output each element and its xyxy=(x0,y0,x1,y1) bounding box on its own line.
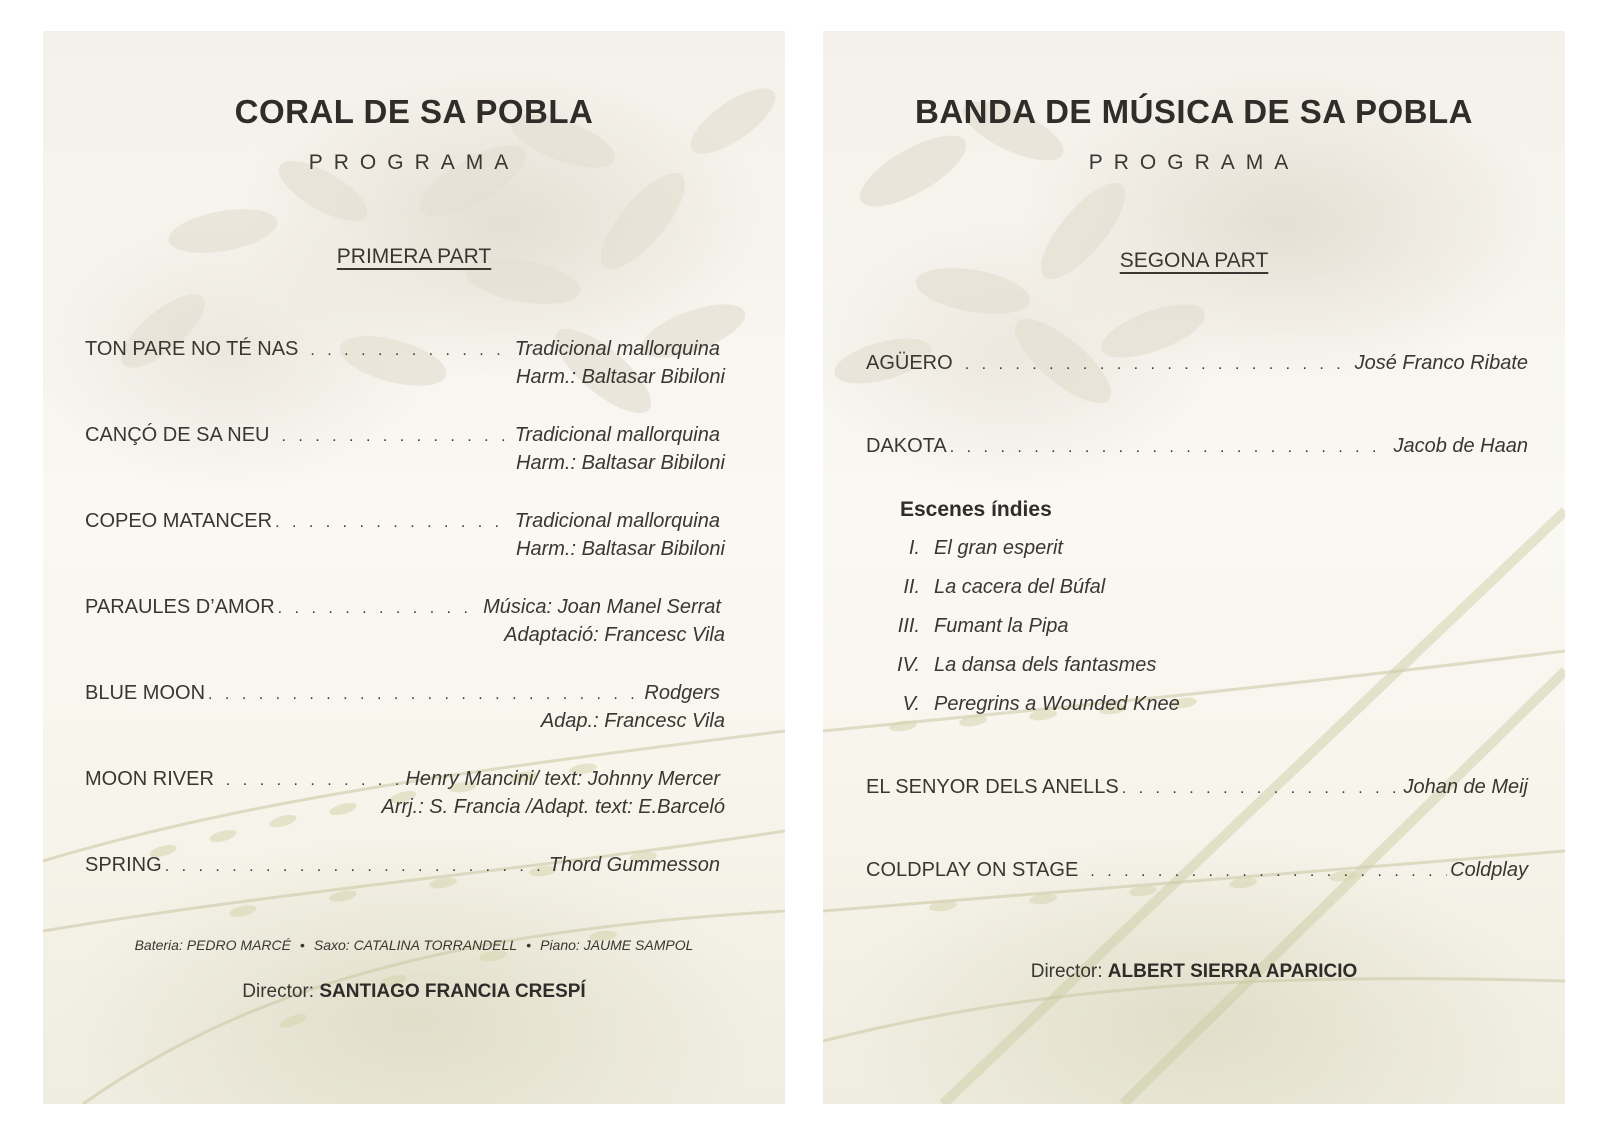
program-item xyxy=(85,336,725,390)
piece-author: Henry Mancini/ text: Johnny Mercer xyxy=(405,768,720,790)
piece-author: Jacob de Haan xyxy=(1393,435,1528,457)
piece-title: MOON RIVER xyxy=(85,768,214,790)
program-item xyxy=(866,857,1528,885)
director-label: Director: xyxy=(1030,961,1103,982)
credit-drums: Bateria: PEDRO MARCÉ xyxy=(134,937,291,953)
program-item xyxy=(85,422,725,476)
program-item xyxy=(85,508,725,562)
piece-title: EL SENYOR DELS ANELLS xyxy=(866,776,1119,798)
program-item xyxy=(866,350,1528,378)
director-name: SANTIAGO FRANCIA CRESPÍ xyxy=(319,981,586,1002)
credit-sax: Saxo: CATALINA TORRANDELL xyxy=(313,937,518,953)
scene-item: V. Peregrins a Wounded Knee xyxy=(902,693,1180,715)
piece-author: Rodgers xyxy=(644,682,720,704)
piece-detail: Adap.: Francesc Vila xyxy=(540,710,725,732)
scene-item: I. El gran esperit xyxy=(908,537,1063,559)
piece-author: Johan de Meij xyxy=(1403,776,1528,798)
piece-title: DAKOTA xyxy=(866,435,947,457)
piece-title: SPRING xyxy=(85,854,162,876)
scene-item: III. Fumant la Pipa xyxy=(897,615,1069,637)
piece-title: AGÜERO xyxy=(866,352,953,374)
piece-author: Música: Joan Manel Serrat xyxy=(483,596,721,618)
piece-author: Tradicional mallorquina xyxy=(514,338,720,360)
piece-detail: Harm.: Baltasar Bibiloni xyxy=(516,452,725,474)
page-subtitle: PROGRAMA xyxy=(1088,151,1300,174)
right-program-page xyxy=(823,31,1565,1104)
piece-title: CANÇÓ DE SA NEU xyxy=(85,424,270,446)
program-item xyxy=(866,774,1528,802)
piece-detail: Harm.: Baltasar Bibiloni xyxy=(516,538,725,560)
page-title: CORAL DE SA POBLA xyxy=(234,93,594,130)
scene-item: II. La cacera del Búfal xyxy=(903,576,1106,598)
piece-title: COPEO MATANCER xyxy=(85,510,273,532)
piece-author: José Franco Ribate xyxy=(1354,352,1528,374)
piece-author: Tradicional mallorquina xyxy=(514,424,720,446)
program-item xyxy=(85,766,725,820)
left-program-page xyxy=(43,31,785,1104)
piece-title: COLDPLAY ON STAGE xyxy=(866,859,1079,881)
piece-author: Coldplay xyxy=(1450,859,1528,881)
part-heading: SEGONA PART xyxy=(1119,249,1269,272)
piece-author: Thord Gummesson xyxy=(548,854,720,876)
director-line xyxy=(43,981,785,1003)
piece-title: TON PARE NO TÉ NAS xyxy=(85,338,299,360)
piece-title: BLUE MOON xyxy=(85,682,206,704)
piece-detail: Arrj.: S. Francia /Adapt. text: E.Barceló xyxy=(381,796,725,818)
scene-item: IV. La dansa dels fantasmes xyxy=(897,654,1157,676)
piece-detail: Adaptació: Francesc Vila xyxy=(504,624,725,646)
director-line xyxy=(823,961,1565,983)
scenes-heading: Escenes índies xyxy=(900,498,1052,521)
page-subtitle: PROGRAMA xyxy=(308,151,520,174)
program-item xyxy=(85,680,725,734)
program-item xyxy=(85,852,725,880)
page-title: BANDA DE MÚSICA DE SA POBLA xyxy=(914,93,1474,130)
piece-author: Tradicional mallorquina xyxy=(514,510,720,532)
program-item xyxy=(85,594,725,648)
piece-detail: Harm.: Baltasar Bibiloni xyxy=(516,366,725,388)
program-item xyxy=(866,433,1528,461)
credit-piano: Piano: JAUME SAMPOL xyxy=(540,937,694,953)
director-label: Director: xyxy=(242,981,315,1002)
director-name: ALBERT SIERRA APARICIO xyxy=(1107,961,1358,982)
rice-background-image xyxy=(823,31,1565,1104)
piece-title: PARAULES D’AMOR xyxy=(85,596,275,618)
musician-credits: Bateria: PEDRO MARCÉ • Saxo: CATALINA TORRANDELL • Piano: JAUME SAMPOL xyxy=(134,937,694,953)
part-heading: PRIMERA PART xyxy=(336,245,492,268)
